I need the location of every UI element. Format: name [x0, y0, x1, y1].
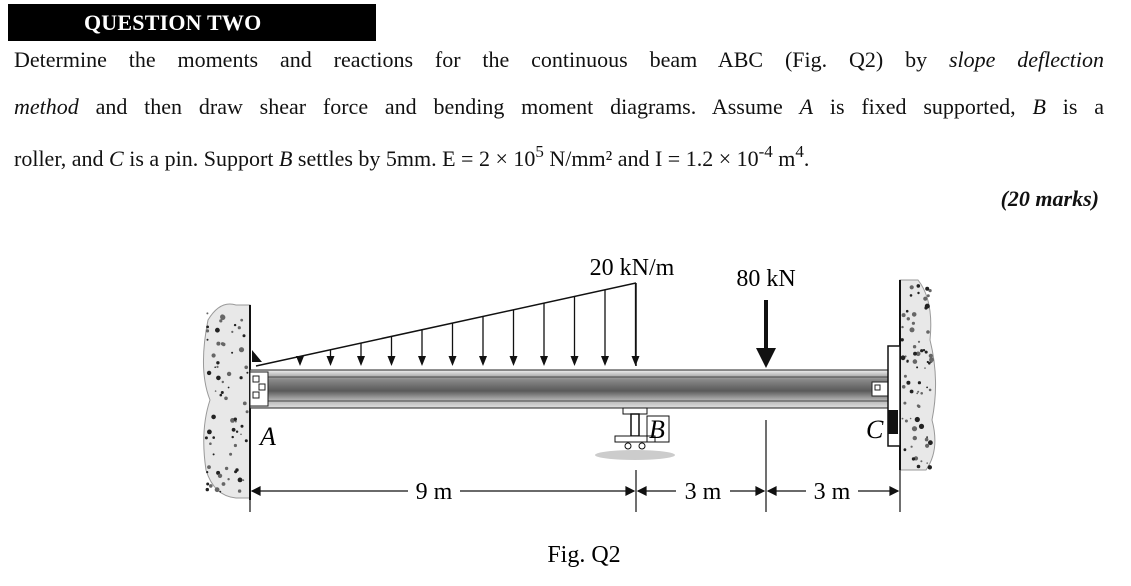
- figure-caption: Fig. Q2: [547, 542, 621, 568]
- dimension-load-c-label: 3 m: [813, 479, 851, 505]
- left-wall: [203, 304, 250, 500]
- load-arrow-head: [388, 356, 396, 366]
- point-load-arrow: [756, 300, 776, 368]
- load-arrow-head: [449, 356, 457, 366]
- dimension-ab-label: 9 m: [415, 479, 453, 505]
- support-a-label: A: [260, 422, 276, 451]
- dimension-lines: [250, 420, 900, 512]
- question-text-line-2: method and then draw shear force and bending moment diagrams. Assume A is fixed supported, B is a: [14, 94, 1104, 119]
- point-load-label: 80 kN: [736, 266, 796, 292]
- dimension-b-load-label: 3 m: [684, 479, 722, 505]
- load-arrow-head: [418, 356, 426, 366]
- support-c-label: C: [866, 415, 884, 444]
- question-text-line-3: roller, and C is a pin. Support B settles by 5mm. $E = 2 \times 10^5$ N/mm² and $I = 1.2 \times 10^{-4}$ $m^4$.: [14, 142, 810, 171]
- support-b-label: B: [649, 415, 665, 444]
- right-wall: [900, 280, 936, 470]
- load-arrow-head: [510, 356, 518, 366]
- load-arrow-head: [357, 356, 365, 366]
- load-arrow-head: [571, 356, 579, 366]
- load-arrow-head: [540, 356, 548, 366]
- question-heading: QUESTION TWO: [8, 4, 376, 41]
- load-arrow-head: [601, 356, 609, 366]
- question-text-line-1: Determine the moments and reactions for the continuous beam ABC (Fig. Q2) by slope deflection: [14, 47, 1105, 72]
- load-arrow-head: [327, 356, 335, 366]
- load-arrow-head: [479, 356, 487, 366]
- beam-abc: [250, 370, 888, 408]
- fixed-support-a: [250, 350, 268, 406]
- load-arrow-head: [296, 356, 304, 366]
- udl-label: 20 kN/m: [589, 255, 675, 281]
- load-arrow-head: [632, 356, 640, 366]
- distributed-load: [256, 283, 640, 366]
- marks-label: (20 marks): [1000, 186, 1099, 211]
